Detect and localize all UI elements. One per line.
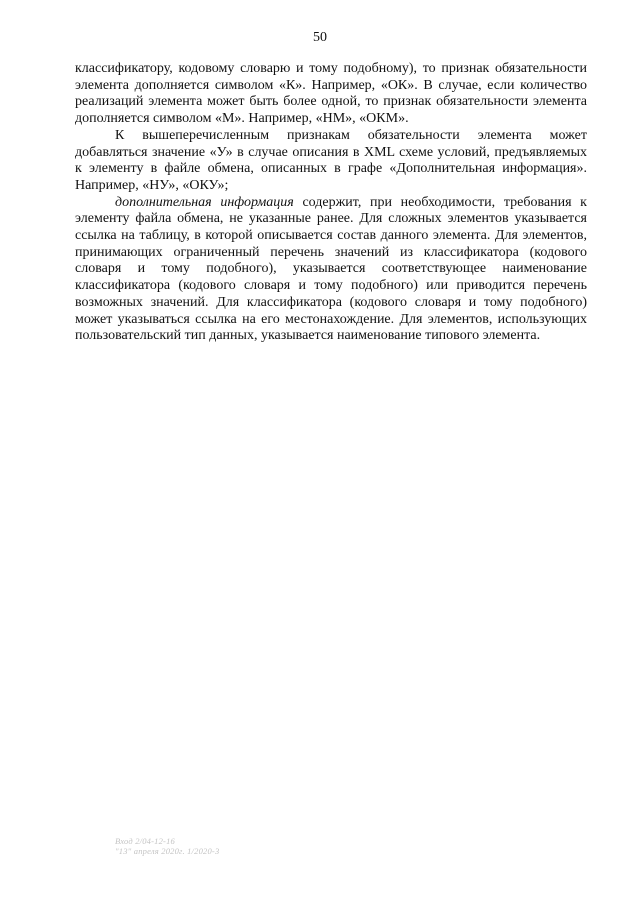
stamp-line-1: Вход 2/04-12-16	[115, 836, 175, 846]
paragraph-3-term: дополнительная информация	[115, 194, 294, 210]
paragraph-2: К вышеперечисленным признакам обязательности элемента может добавляться значение «У» в случае описания в XML схеме условий, предъявляемых к элементу в файле обмена, описанных в графе «Дополнительная информация». Например, «НУ», «ОКУ»;	[75, 127, 587, 193]
paragraph-3	[75, 195, 587, 345]
paragraph-3-text: содержит, при необходимости, требования к элементу файла обмена, не указанные ранее. Для сложных элементов указывается ссылка на таблицу, в которой описывается состав данного элемента. Для элементов, принимающих ограниченный перечень значений из классификатора (кодового словаря и тому подобного), указывается соответствующее наименование классификатора (кодового словаря и тому подобного) или приводится перечень возможных значений. Для классификатора (кодового словаря и тому подобного) может указываться ссылка на его местонахождение. Для элементов, использующих пользовательский тип данных, указывается наименование типового элемента.	[75, 194, 587, 344]
stamp-line-2: "13" апреля 2020г. 1/2020-3	[115, 846, 220, 856]
page-number: 50	[313, 30, 327, 45]
paragraph-1: классификатору, кодовому словарю и тому подобному), то признак обязательности элемента дополняется символом «К». Например, «ОК». В случае, если количество реализаций элемента может быть более одной, то признак обязательности элемента дополняется символом «М». Например, «НМ», «ОКМ».	[75, 61, 587, 127]
document-body	[75, 61, 587, 345]
registration-stamp	[115, 836, 219, 856]
